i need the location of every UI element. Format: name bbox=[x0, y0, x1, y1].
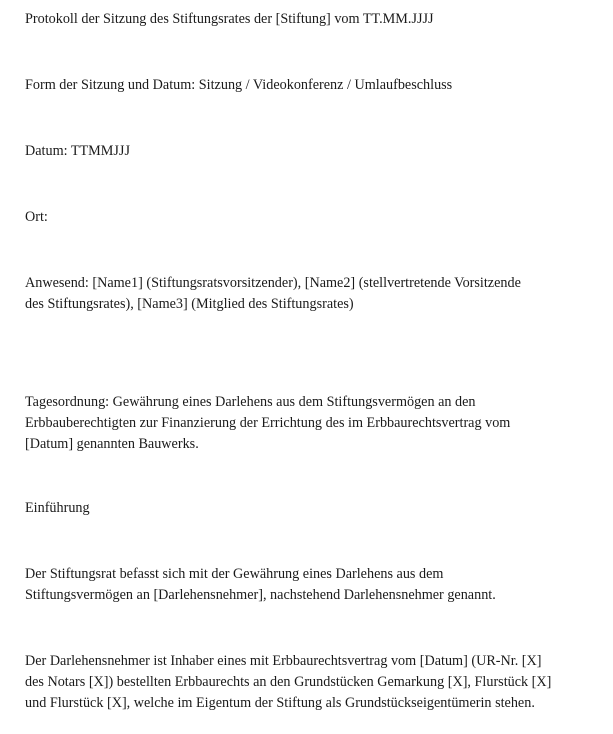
date-text: Datum: TTMMJJJ bbox=[25, 143, 130, 159]
intro-line-2: Stiftungsvermögen an [Darlehensnehmer], nachstehend Darlehensnehmer genannt. bbox=[25, 587, 496, 603]
meeting-form-text: Form der Sitzung und Datum: Sitzung / Videokonferenz / Umlaufbeschluss bbox=[25, 77, 453, 93]
protocol-title-text: Protokoll der Sitzung des Stiftungsrates der [Stiftung] vom TT.MM.JJJJ bbox=[25, 11, 434, 27]
attendees-line-2: des Stiftungsrates), [Name3] (Mitglied des Stiftungsrates) bbox=[25, 296, 354, 312]
borrower-line-3: und Flurstück [X], welche im Eigentum der Stiftung als Grundstückseigentümerin stehen. bbox=[25, 695, 535, 711]
intro-line-1: Der Stiftungsrat befasst sich mit der Gewährung eines Darlehens aus dem bbox=[25, 566, 444, 582]
attendees-line-1: Anwesend: [Name1] (Stiftungsratsvorsitzender), [Name2] (stellvertretende Vorsitzende bbox=[25, 275, 521, 291]
date-line bbox=[25, 141, 605, 162]
agenda-paragraph bbox=[25, 392, 605, 455]
borrower-line-1: Der Darlehensnehmer ist Inhaber eines mit Erbbaurechtsvertrag vom [Datum] (UR-Nr. [X] bbox=[25, 653, 542, 669]
place-text: Ort: bbox=[25, 209, 48, 225]
place-line bbox=[25, 207, 605, 228]
meeting-form-line bbox=[25, 75, 605, 96]
agenda-line-1: Tagesordnung: Gewährung eines Darlehens aus dem Stiftungsvermögen an den bbox=[25, 394, 476, 410]
agenda-line-3: [Datum] genannten Bauwerks. bbox=[25, 436, 199, 452]
intro-heading-text: Einführung bbox=[25, 500, 90, 516]
borrower-line-2: des Notars [X]) bestellten Erbbaurechts an den Grundstücken Gemarkung [X], Flurstück [X] bbox=[25, 674, 552, 690]
protocol-title bbox=[25, 9, 605, 30]
attendees-paragraph bbox=[25, 273, 605, 315]
intro-heading bbox=[25, 498, 605, 519]
agenda-line-2: Erbbauberechtigten zur Finanzierung der Errichtung des im Erbbaurechtsvertrag vom bbox=[25, 415, 511, 431]
borrower-paragraph bbox=[25, 651, 605, 714]
intro-paragraph bbox=[25, 564, 605, 606]
